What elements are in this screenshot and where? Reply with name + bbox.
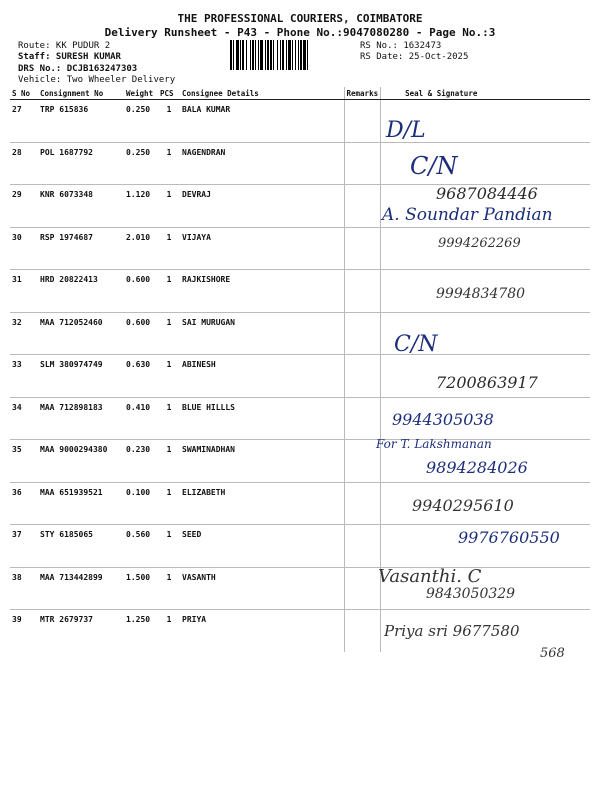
cell-consignment: MAA 9000294380 [38, 440, 124, 483]
company-title: THE PROFESSIONAL COURIERS, COIMBATORE [177, 12, 423, 25]
cell-remarks [344, 142, 381, 185]
cell-consignment: MTR 2679737 [38, 610, 124, 652]
cell-sno: 31 [10, 270, 38, 313]
handwriting-signature: For T. Lakshmanan [376, 437, 492, 451]
cell-pcs: 1 [158, 270, 180, 313]
handwriting-signature: Priya sri 9677580 [384, 622, 520, 640]
cell-consignee: SAI MURUGAN [180, 312, 344, 355]
cell-consignment: MAA 712898183 [38, 397, 124, 440]
cell-sno: 39 [10, 610, 38, 652]
cell-consignment: MAA 712052460 [38, 312, 124, 355]
cell-weight: 0.230 [124, 440, 158, 483]
table-row [10, 100, 590, 143]
vehicle-label: Vehicle: Two Wheeler Delivery [18, 75, 176, 85]
handwriting-phone: 9994262269 [438, 236, 521, 251]
cell-consignee: PRIYA [180, 610, 344, 652]
cell-weight: 0.560 [124, 525, 158, 568]
handwriting-cn: C/N [394, 332, 438, 357]
table-header-row [10, 87, 590, 100]
cell-remarks [344, 185, 381, 228]
table-row [10, 142, 590, 185]
cell-pcs: 1 [158, 440, 180, 483]
cell-remarks [344, 312, 381, 355]
cell-weight: 1.120 [124, 185, 158, 228]
cell-weight: 0.410 [124, 397, 158, 440]
handwriting-phone: 9944305038 [392, 410, 494, 429]
barcode-icon [230, 40, 354, 70]
col-signature: Seal & Signature [381, 87, 590, 100]
cell-weight: 2.010 [124, 227, 158, 270]
cell-pcs: 1 [158, 227, 180, 270]
cell-remarks [344, 482, 381, 525]
rs-number: RS No.: 1632473 [360, 41, 442, 51]
cell-pcs: 1 [158, 567, 180, 610]
handwriting-phone: 9976760550 [458, 528, 560, 547]
cell-consignment: STY 6185065 [38, 525, 124, 568]
cell-weight: 0.250 [124, 100, 158, 143]
runsheet-table [10, 87, 590, 652]
cell-weight: 1.250 [124, 610, 158, 652]
runsheet-subtitle: Delivery Runsheet - P43 - Phone No.:9047080280 - Page No.:3 [104, 26, 496, 39]
cell-weight: 0.100 [124, 482, 158, 525]
cell-pcs: 1 [158, 142, 180, 185]
cell-consignee: DEVRAJ [180, 185, 344, 228]
cell-remarks [344, 270, 381, 313]
cell-consignee: RAJKISHORE [180, 270, 344, 313]
cell-sno: 33 [10, 355, 38, 398]
cell-remarks [344, 397, 381, 440]
col-pcs: PCS [158, 87, 180, 100]
cell-sno: 27 [10, 100, 38, 143]
cell-pcs: 1 [158, 100, 180, 143]
handwriting-signature: Vasanthi. C [378, 566, 482, 587]
cell-remarks [344, 100, 381, 143]
cell-consignee: VIJAYA [180, 227, 344, 270]
cell-consignee: SEED [180, 525, 344, 568]
table-row [10, 397, 590, 440]
cell-consignment: TRP 615836 [38, 100, 124, 143]
col-consignee: Consignee Details [180, 87, 344, 100]
cell-consignment: MAA 713442899 [38, 567, 124, 610]
cell-sno: 29 [10, 185, 38, 228]
cell-consignee: BLUE HILLLS [180, 397, 344, 440]
rs-date: RS Date: 25-Oct-2025 [360, 52, 469, 62]
col-consignment: Consignment No [38, 87, 124, 100]
cell-sno: 34 [10, 397, 38, 440]
cell-consignment: SLM 380974749 [38, 355, 124, 398]
cell-pcs: 1 [158, 610, 180, 652]
cell-consignment: POL 1687792 [38, 142, 124, 185]
handwriting-phone: 9687084446 [436, 184, 538, 203]
handwriting-signature: A. Soundar Pandian [382, 205, 553, 225]
handwriting-phone: 9994834780 [436, 286, 526, 302]
cell-weight: 0.600 [124, 312, 158, 355]
drs-label: DRS No.: DCJB163247303 [18, 64, 138, 74]
cell-consignment: RSP 1974687 [38, 227, 124, 270]
cell-sno: 37 [10, 525, 38, 568]
cell-consignment: HRD 20822413 [38, 270, 124, 313]
cell-consignee: ABINESH [180, 355, 344, 398]
col-remarks: Remarks [344, 87, 381, 100]
cell-sno: 35 [10, 440, 38, 483]
cell-sno: 38 [10, 567, 38, 610]
staff-label: Staff: SURESH KUMAR [18, 52, 121, 62]
handwriting-cn: C/N [410, 152, 458, 180]
cell-consignee: BALA KUMAR [180, 100, 344, 143]
cell-consignment: MAA 651939521 [38, 482, 124, 525]
cell-weight: 0.630 [124, 355, 158, 398]
route-label: Route: KK PUDUR 2 [18, 41, 111, 51]
cell-pcs: 1 [158, 525, 180, 568]
col-sno: S No [10, 87, 38, 100]
cell-sno: 28 [10, 142, 38, 185]
cell-consignee: VASANTH [180, 567, 344, 610]
cell-weight: 0.600 [124, 270, 158, 313]
cell-weight: 0.250 [124, 142, 158, 185]
table-row [10, 312, 590, 355]
cell-pcs: 1 [158, 397, 180, 440]
handwriting-phone: 9894284026 [426, 458, 528, 477]
cell-consignee: SWAMINADHAN [180, 440, 344, 483]
cell-consignee: ELIZABETH [180, 482, 344, 525]
handwriting-dl: D/L [386, 118, 426, 143]
handwriting-phone: 9843050329 [426, 586, 516, 602]
cell-pcs: 1 [158, 355, 180, 398]
cell-consignee: NAGENDRAN [180, 142, 344, 185]
cell-remarks [344, 610, 381, 652]
cell-consignment: KNR 6073348 [38, 185, 124, 228]
cell-pcs: 1 [158, 185, 180, 228]
cell-sno: 30 [10, 227, 38, 270]
handwriting-phone: 9940295610 [412, 496, 514, 515]
cell-pcs: 1 [158, 482, 180, 525]
cell-weight: 1.500 [124, 567, 158, 610]
col-weight: Weight [124, 87, 158, 100]
handwriting-phone: 7200863917 [436, 373, 538, 392]
cell-sno: 36 [10, 482, 38, 525]
cell-sno: 32 [10, 312, 38, 355]
cell-remarks [344, 567, 381, 610]
cell-pcs: 1 [158, 312, 180, 355]
cell-remarks [344, 355, 381, 398]
handwritten-page-number: 568 [540, 646, 565, 661]
cell-remarks [344, 227, 381, 270]
cell-remarks [344, 525, 381, 568]
